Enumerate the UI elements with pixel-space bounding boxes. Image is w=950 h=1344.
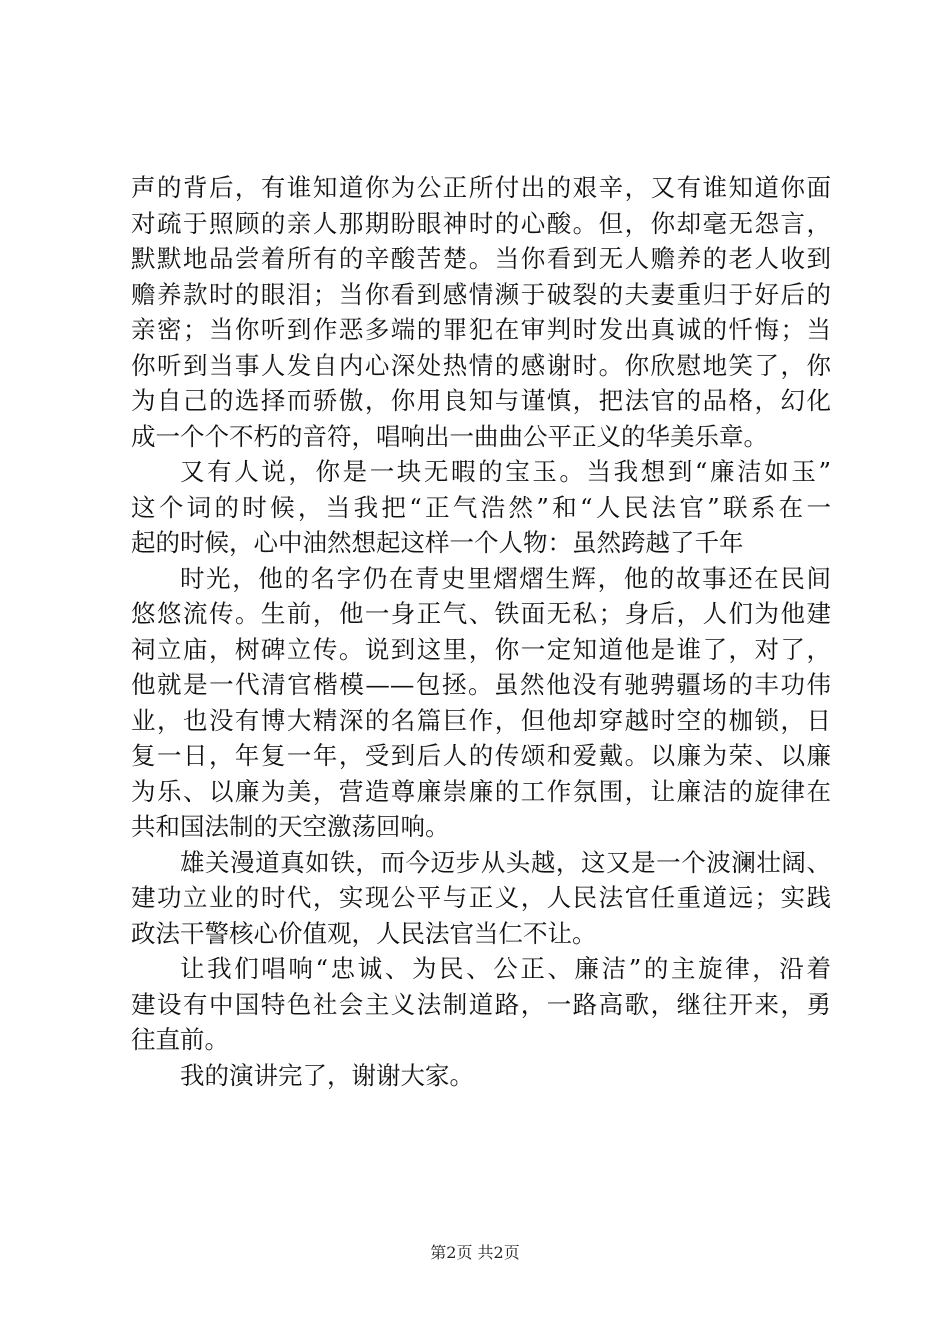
text-line: 政法干警核心价值观，人民法官当仁不让。	[131, 918, 597, 948]
text-line: 我的演讲完了，谢谢大家。	[180, 1060, 474, 1090]
text-line: 共和国法制的天空激荡回响。	[131, 812, 450, 841]
text-line: 起的时候，心中油然想起这样一个人物：虽然跨越了千年	[131, 528, 744, 557]
text-line: 业，也没有博大精深的名篇巨作，但他却穿越时空的枷锁，日	[131, 705, 831, 735]
paragraph	[131, 561, 831, 845]
text-line: 让我们唱响“忠诚、为民、公正、廉洁”的主旋律，沿着	[180, 954, 831, 983]
text-line: 对疏于照顾的亲人那期盼眼神时的心酸。但，你却毫无怨言，	[131, 208, 831, 238]
paragraph	[131, 1058, 831, 1094]
text-line: 悠悠流传。生前，他一身正气、铁面无私；身后，人们为他建	[131, 599, 831, 628]
text-line: 亲密；当你听到作恶多端的罪犯在审判时发出真诚的忏悔；当	[131, 315, 831, 344]
text-line: 建设有中国特色社会主义法制道路，一路高歌，继往开来，勇	[131, 989, 831, 1019]
text-line: 复一日，年复一年，受到后人的传颂和爱戴。以廉为荣、以廉	[131, 741, 831, 770]
text-line: 祠立庙，树碑立传。说到这里，你一定知道他是谁了，对了，	[131, 634, 831, 664]
text-line: 默默地品尝着所有的辛酸苦楚。当你看到无人赡养的老人收到	[131, 244, 831, 273]
text-line: 他就是一代清官楷模——包拯。虽然他没有驰骋疆场的丰功伟	[131, 670, 831, 699]
text-line: 往直前。	[131, 1025, 229, 1054]
document-body	[131, 170, 831, 1093]
text-line: 建功立业的时代，实现公平与正义，人民法官任重道远；实践	[131, 883, 831, 912]
text-line: 这个词的时候，当我把“正气浩然”和“人民法官”联系在一	[131, 492, 831, 522]
text-line: 为自己的选择而骄傲，你用良知与谨慎，把法官的品格，幻化	[131, 386, 831, 415]
text-line: 你听到当事人发自内心深处热情的感谢时。你欣慰地笑了，你	[131, 350, 831, 380]
paragraph	[131, 170, 831, 454]
paragraph	[131, 951, 831, 1058]
text-line: 雄关漫道真如铁，而今迈步从头越，这又是一个波澜壮阔、	[180, 847, 831, 877]
text-line: 成一个个不朽的音符，唱响出一曲曲公平正义的华美乐章。	[131, 421, 768, 451]
text-line: 时光，他的名字仍在青史里熠熠生辉，他的故事还在民间	[180, 563, 831, 593]
paragraph	[131, 845, 831, 952]
text-line: 声的背后，有谁知道你为公正所付出的艰辛，又有谁知道你面	[131, 173, 831, 202]
paragraph	[131, 454, 831, 561]
text-line: 赡养款时的眼泪；当你看到感情濒于破裂的夫妻重归于好后的	[131, 279, 831, 309]
text-line: 为乐、以廉为美，营造尊廉崇廉的工作氛围，让廉洁的旋律在	[131, 776, 831, 806]
page-footer: 第2页 共2页	[430, 1243, 520, 1262]
text-line: 又有人说，你是一块无暇的宝玉。当我想到“廉洁如玉”	[180, 457, 831, 486]
